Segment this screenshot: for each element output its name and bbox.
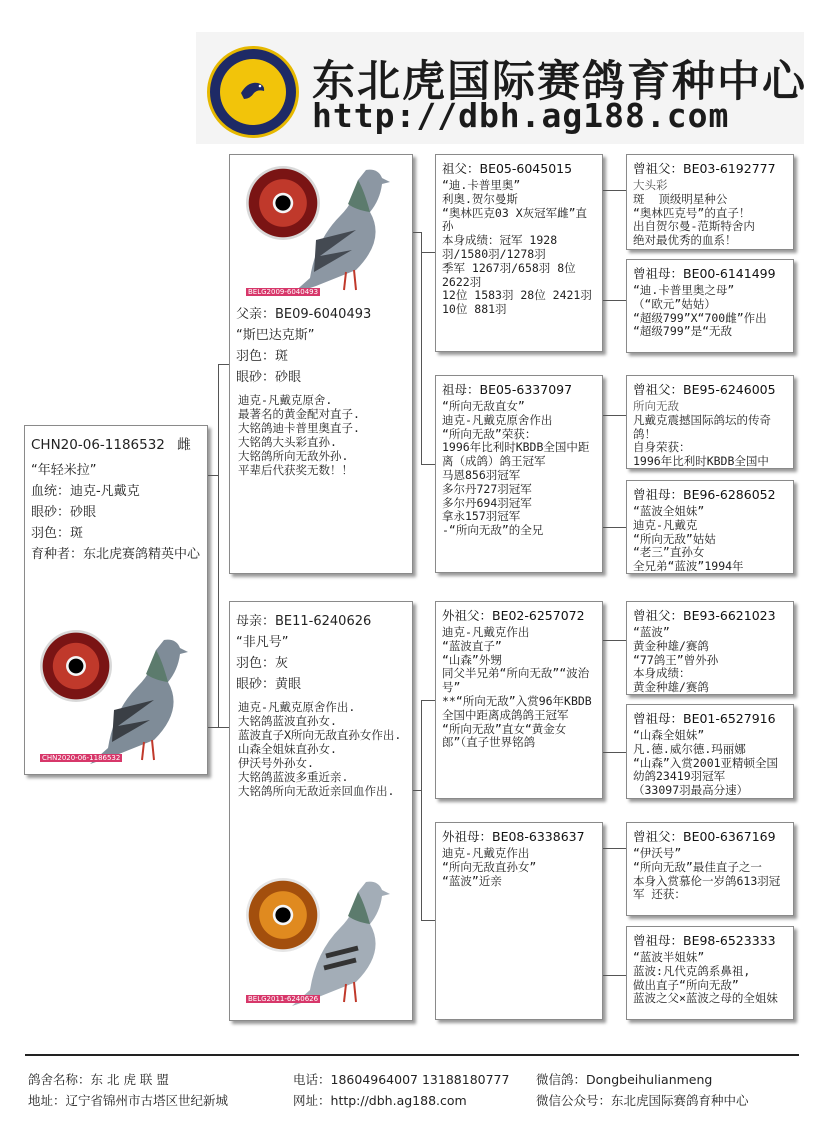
footer-address: 地址：辽宁省锦州市古塔区世纪新城 [28,1093,229,1108]
footer-phone: 电话：18604964007 13188180777 [293,1072,510,1087]
page-title: 东北虎国际赛鸽育种中心 [312,57,807,107]
connector-line [603,300,626,301]
grandparent-title: 外祖母：BE08-6338637 [442,829,585,844]
grandparent-card [435,154,603,352]
connector-line [218,364,229,365]
footer-public-account: 微信公众号：东北虎国际赛鸽育种中心 [536,1093,749,1108]
sire-pigeon-photo [282,160,396,300]
grandparent-title: 外祖父：BE02-6257072 [442,608,585,623]
subject-ring: CHN20-06-1186532 [31,437,165,453]
grandparent-title: 祖父：BE05-6045015 [442,161,573,176]
club-logo [207,46,299,138]
connector-line [421,232,422,464]
connector-line [603,975,626,976]
connector-line [603,752,626,753]
dam-eye: 眼砂：黄眼 [236,677,302,692]
connector-line [603,848,626,849]
grandparent-title: 祖母：BE05-6337097 [442,382,573,397]
great-grandparent-card: 曾祖父：BE03-6192777 大头彩 斑 顶级明星种公 “奥林匹克号”的直子！ 出自贺尔曼-范斯特舍内 绝对最优秀的血系！ [626,154,794,250]
sire-photo-ring: BELG2009-6040493 [248,288,319,296]
footer-wechat: 微信鸽：Dongbeihulianmeng [536,1072,713,1087]
connector-line [421,700,435,701]
connector-line [421,700,422,920]
connector-line [603,527,626,528]
grandparent-card [435,601,603,799]
dam-ring: 母亲：BE11-6240626 [236,614,372,629]
dam-color: 羽色：灰 [236,656,289,671]
grandparent-card [435,375,603,573]
subject-photo-ring: CHN2020-06-1186532 [42,754,121,762]
sire-ring: 父亲：BE09-6040493 [236,307,372,322]
great-grandparent-card: 曾祖父：BE93-6621023 “蓝波” 黄金种雄/赛鸽 “77鸽王”曾外孙 本身成绩： 黄金种雄/赛鸽 [626,601,794,695]
subject-bloodline: 血统：迪克-凡戴克 [31,484,140,499]
grandparent-body: 迪克-凡戴克作出 “蓝波直子” “山森”外甥 同父半兄弟“所向无敌”“波治号” **“所向无敌”入赏96年KBDB全国中距离成鸽鸽王冠军 “所向无敌”直女“黄金女郎”（直子世界铭鸽 [442,625,592,750]
connector-line [603,640,626,641]
pigeon-logo-icon [238,75,268,105]
great-grandparent-card: 曾祖父：BE95-6246005 所向无敌 凡戴克震撼国际鸽坛的传奇鸽！ 自身荣获： 1996年比利时KBDB全国中 [626,375,794,469]
subject-color: 羽色：斑 [31,526,84,541]
great-grandparent-card: 曾祖母：BE98-6523333 “蓝波半姐妹” 蓝波:凡代克鸽系鼻祖, 做出直子“所向无敌” 蓝波之父×蓝波之母的全姐妹 [626,926,794,1020]
sire-description: 迪克-凡戴克原舍. 最著名的黄金配对直子. 大铭鸽迪卡普里奥直子. 大铭鸽大头彩直孙. 大铭鸽所向无敌外孙. 平辈后代获奖无数！！ [238,393,360,477]
sire-name: “斯巴达克斯” [236,328,315,343]
dam-description: 迪克-凡戴克原舍作出. 大铭鸽蓝波直孙女. 蓝波直子X所向无敌直孙女作出. 山森全姐妹直孙女. 伊沃号外孙女. 大铭鸽蓝波多重近亲. 大铭鸽所向无敌近亲回血作出. [238,700,402,798]
great-grandparent-card: 曾祖父：BE00-6367169 “伊沃号” “所向无敌”最佳直子之一 本身入赏慕伦一岁鸽613羽冠军 还获： [626,822,794,916]
connector-line [421,464,435,465]
footer-divider [25,1054,799,1056]
grandparent-card [435,822,603,1020]
subject-sex: 雌 [177,437,191,453]
connector-line [413,232,421,233]
subject-name: “年轻米拉” [31,463,97,478]
connector-line [218,364,219,727]
connector-line [208,727,229,728]
sire-eye: 眼砂：砂眼 [236,370,302,385]
connector-line [208,475,218,476]
subject-pigeon-photo [84,630,190,770]
dam-photo-ring: BELG2011-6240626 [248,995,319,1003]
dam-pigeon-photo [282,872,396,1012]
grandparent-body: “所向无敌直女” 迪克-凡戴克原舍作出 “所向无敌”荣获： 1996年比利时KBDB全国中距离（成鸽）鸽王冠军 马恩856羽冠军 多尔丹727羽冠军 多尔丹694羽冠军 拿永157羽冠军 -“所向无敌”的全兄 [442,399,590,538]
connector-line [603,190,626,191]
subject-breeder: 育种者：东北虎赛鸽精英中心 [31,547,201,562]
great-grandparent-card: 曾祖母：BE01-6527916 “山森全姐妹” 凡.德.威尔德.玛丽娜 “山森”入赏2001亚精顿全国幼鸽23419羽冠军 （33097羽最高分速） [626,704,794,799]
footer-loft: 鸽舍名称：东 北 虎 联 盟 [28,1072,169,1087]
site-url[interactable]: http://dbh.ag188.com [312,96,730,135]
footer-website[interactable]: 网址：http://dbh.ag188.com [293,1093,467,1108]
grandparent-body: “迪.卡普里奥” 利奥.贺尔曼斯 “奥林匹克03 X灰冠军雌”直孙 本身成绩：冠军 1928羽/1580羽/1278羽 季军 1267羽/658羽 8位 2622羽 12位 1583羽 28位 2421羽 10位 881羽 [442,178,592,317]
connector-line [421,920,435,921]
great-grandparent-card: 曾祖母：BE00-6141499 “迪.卡普里奥之母” （“欧元”姑姑） “超级799”X“700雌”作出 “超级799”是“无敌 [626,259,794,353]
grandparent-body: 迪克-凡戴克作出 “所向无敌直孙女” “蓝波”近亲 [442,846,537,888]
great-grandparent-card: 曾祖母：BE96-6286052 “蓝波全姐妹” 迪克-凡戴克 “所向无敌”姑姑 “老三”直孙女 全兄弟“蓝波”1994年 [626,480,794,574]
connector-line [413,790,421,791]
sire-color: 羽色：斑 [236,349,289,364]
dam-name: “非凡号” [236,635,289,650]
subject-eye: 眼砂：砂眼 [31,505,97,520]
connector-line [421,252,435,253]
connector-line [603,415,626,416]
